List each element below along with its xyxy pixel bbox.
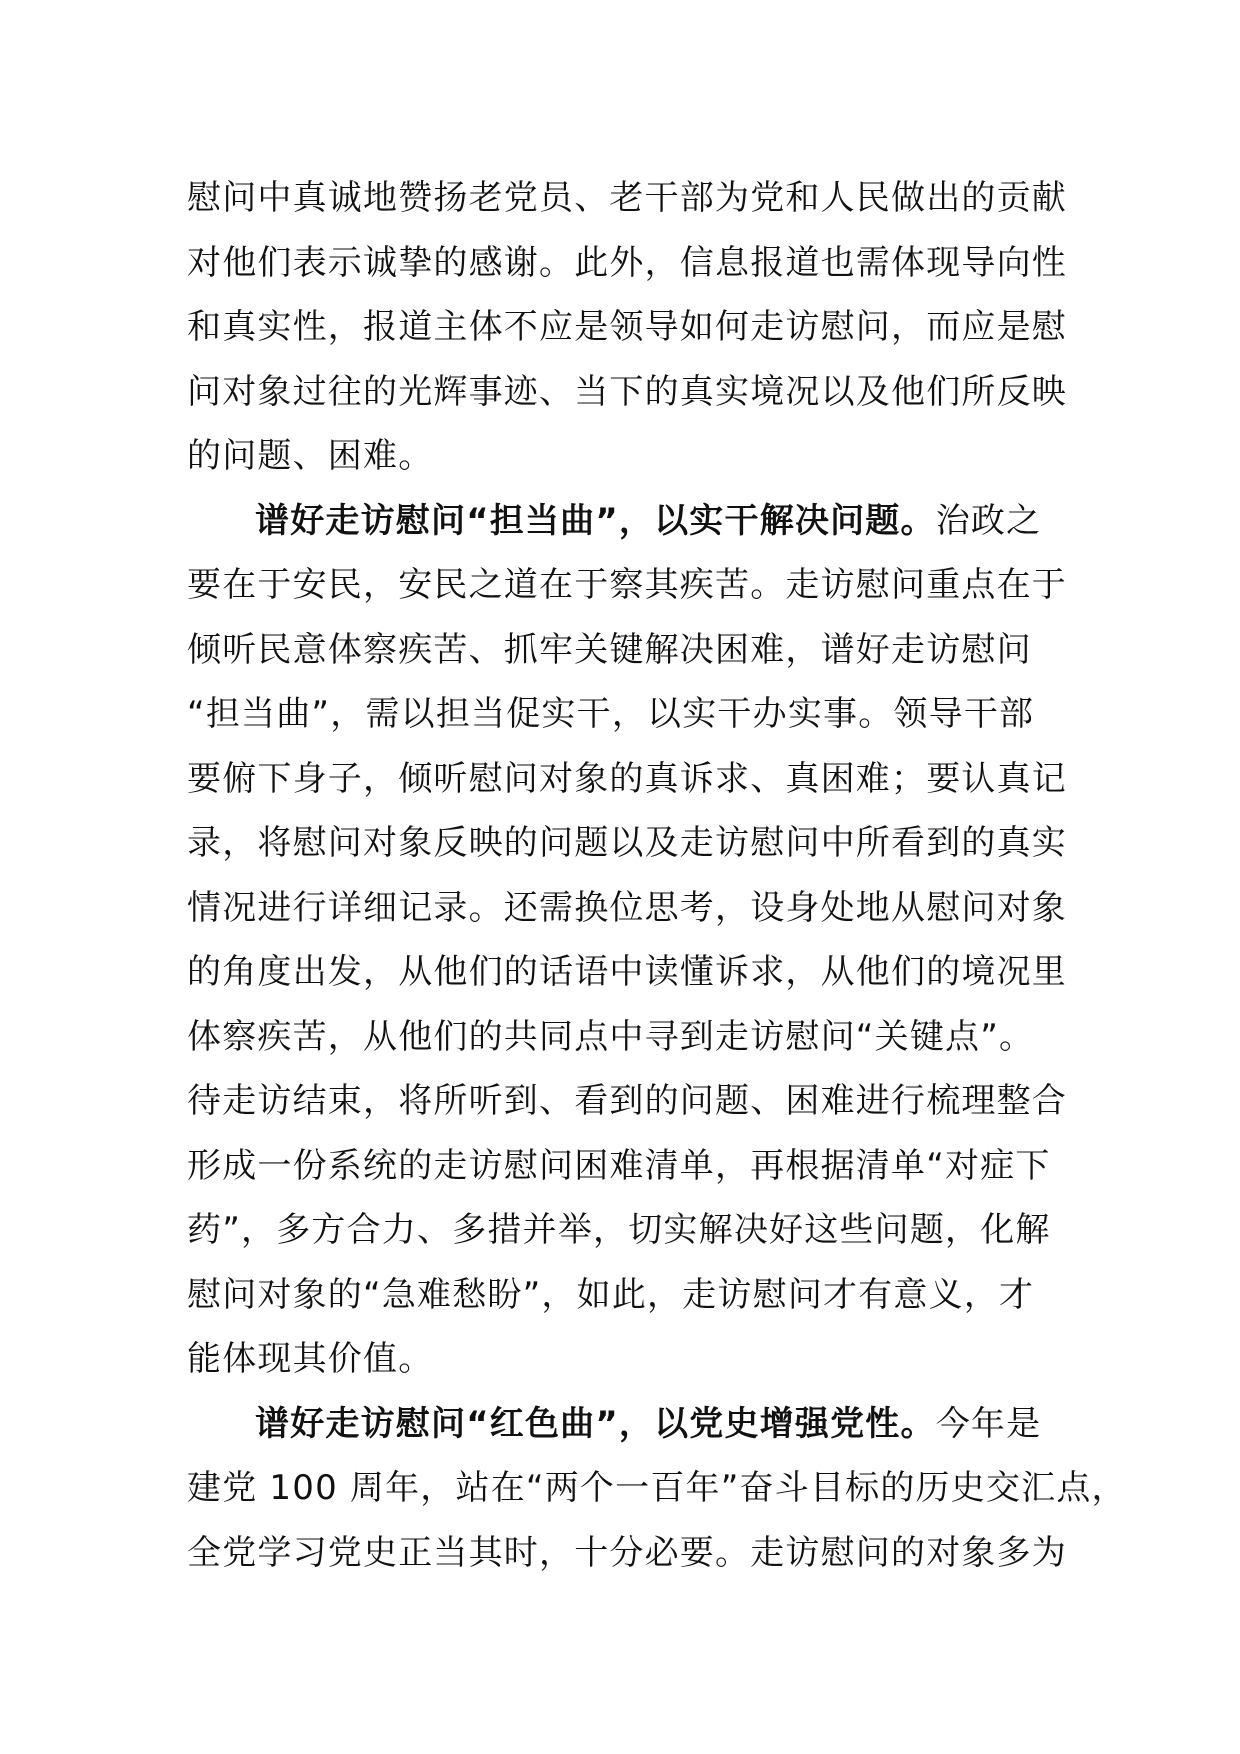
- text-line: 的角度出发，从他们的话语中读懂诉求，从他们的境况里: [187, 952, 1067, 992]
- text-line: 能体现其价值。: [187, 1339, 434, 1379]
- text-line: 情况进行详细记录。还需换位思考，设身处地从慰问对象: [187, 887, 1067, 928]
- paragraph-responsibility: [187, 489, 1067, 1392]
- text-line: 要在于安民，安民之道在于察其疾苦。走访慰问重点在于: [187, 565, 1067, 605]
- section-heading: 谱好走访慰问“担当曲”，以实干解决问题。: [255, 500, 936, 541]
- text-line: 建党 100 周年，站在“两个一百年”奋斗目标的历史交汇点，: [187, 1468, 1127, 1508]
- document-body: [187, 166, 1127, 1585]
- text-line: 录，将慰问对象反映的问题以及走访慰问中所看到的真实: [187, 823, 1067, 863]
- paragraph-red-history: [187, 1392, 1127, 1586]
- text-line: 待走访结束，将所听到、看到的问题、困难进行梳理整合: [187, 1081, 1067, 1121]
- text-line: 的问题、困难。: [187, 436, 434, 476]
- text-line: 对他们表示诚挚的感谢。此外，信息报道也需体现导向性: [187, 242, 1067, 283]
- text-run: 今年是: [935, 1403, 1042, 1444]
- text-line: 和真实性，报道主体不应是领导如何走访慰问，而应是慰: [187, 307, 1067, 347]
- text-line: 要俯下身子，倾听慰问对象的真诉求、真困难；要认真记: [187, 758, 1067, 799]
- text-line: 问对象过往的光辉事迹、当下的真实境况以及他们所反映: [187, 371, 1067, 412]
- paragraph-intro: [187, 166, 1067, 489]
- text-run: 治政之: [935, 500, 1042, 541]
- section-heading: 谱好走访慰问“红色曲”，以党史增强党性。: [255, 1403, 936, 1444]
- text-line: 形成一份系统的走访慰问困难清单，再根据清单“对症下: [187, 1145, 1051, 1186]
- text-line: 慰问中真诚地赞扬老党员、老干部为党和人民做出的贡献: [187, 178, 1067, 218]
- text-line: 药”，多方合力、多措并举，切实解决好这些问题，化解: [187, 1210, 1051, 1250]
- text-line: 倾听民意体察疾苦、抓牢关键解决困难，谱好走访慰问: [187, 629, 1032, 670]
- text-line: 全党学习党史正当其时，十分必要。走访慰问的对象多为: [187, 1532, 1067, 1573]
- paragraph-first-line: [187, 1392, 1057, 1457]
- text-line: 慰问对象的“急难愁盼”，如此，走访慰问才有意义，才: [187, 1274, 1035, 1315]
- paragraph-first-line: [187, 489, 1057, 554]
- text-line: “担当曲”，需以担当促实干，以实干办实事。领导干部: [187, 694, 1035, 734]
- text-line: 体察疾苦，从他们的共同点中寻到走访慰问“关键点”。: [187, 1016, 1035, 1057]
